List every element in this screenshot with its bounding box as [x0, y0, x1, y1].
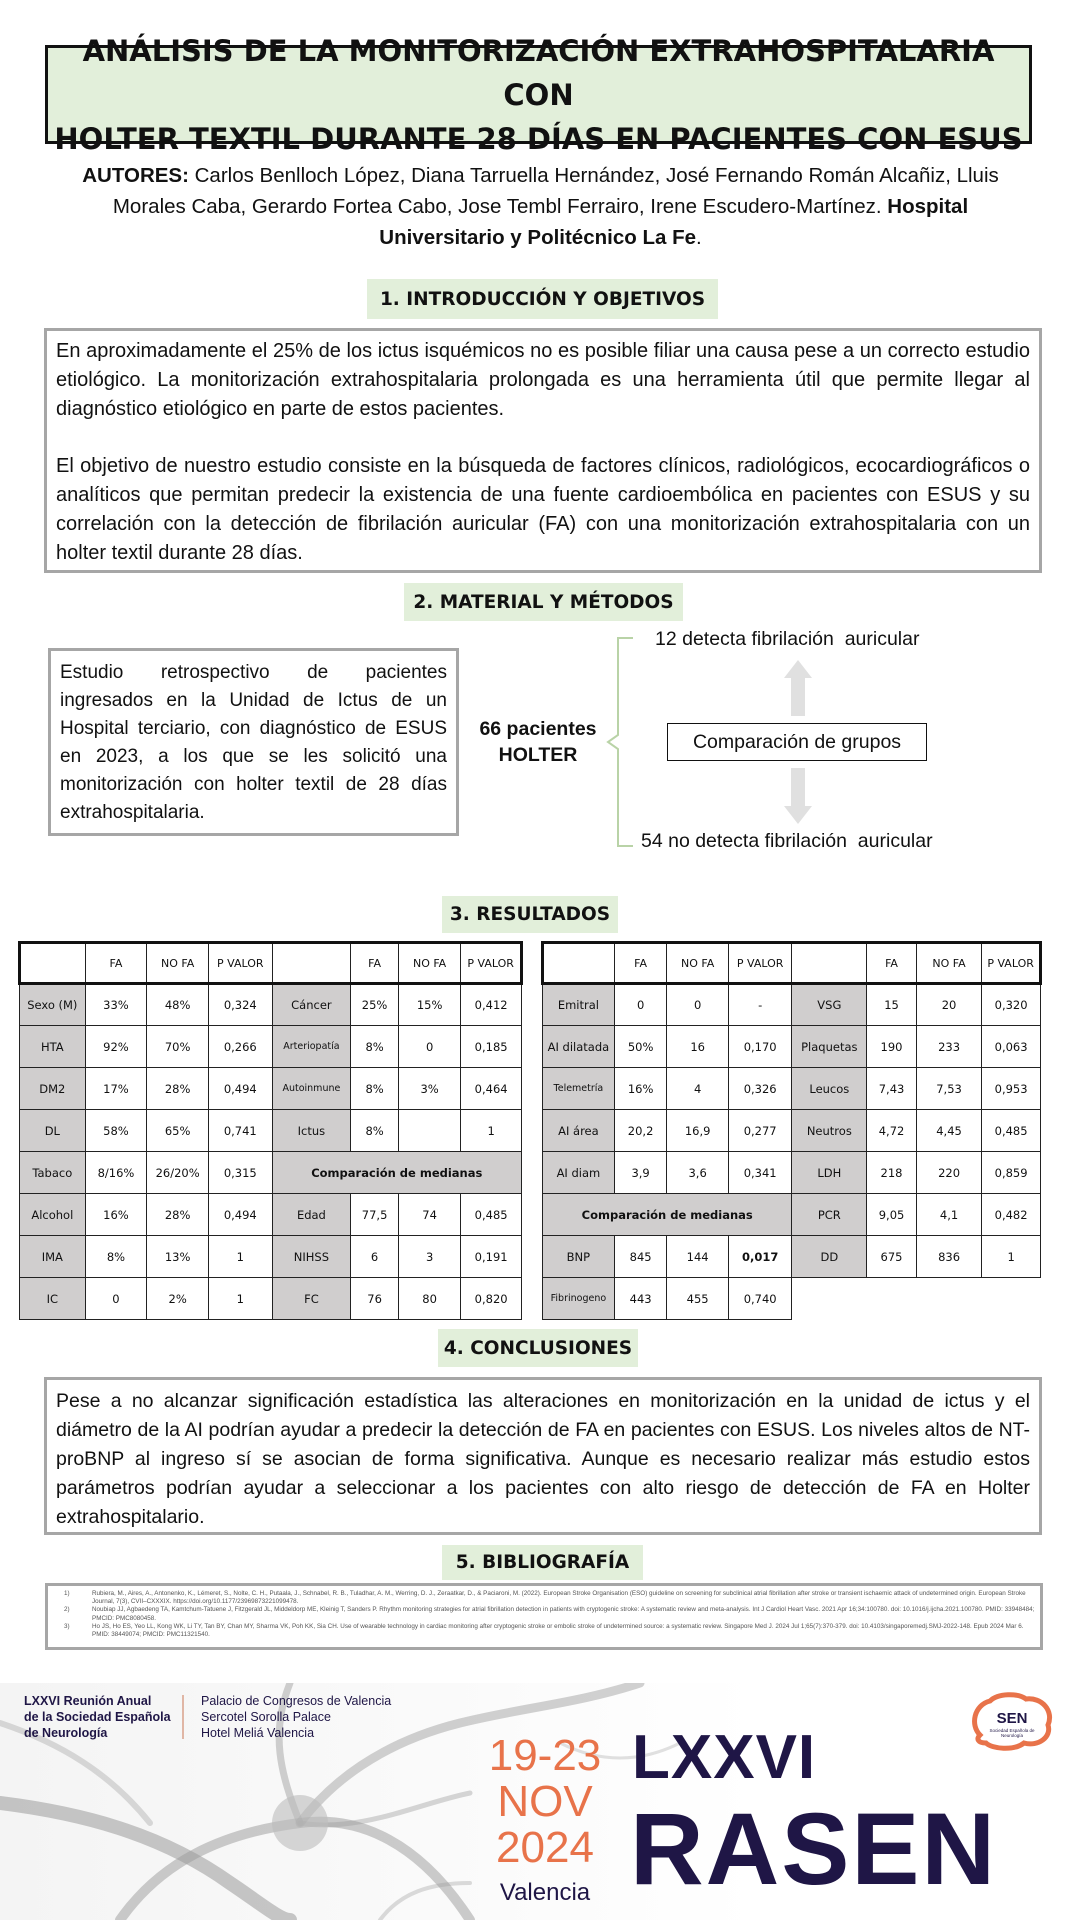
cell: 675 — [867, 1236, 917, 1278]
header-no-fa: NO FA — [147, 943, 209, 984]
cell: 80 — [398, 1278, 460, 1320]
row-label: Leucos — [792, 1068, 867, 1110]
patients-count — [468, 716, 608, 768]
row-label: Ictus — [272, 1110, 351, 1152]
cell: 0,953 — [982, 1068, 1041, 1110]
row-label: Plaquetas — [792, 1026, 867, 1068]
methods-text: Estudio retrospectivo de pacientes ingresados en la Unidad de Ictus de un Hospital terciario, con diagnóstico de ESUS en 2023, a los que se les solicitó una monitorización con holter textil de 28 días extrahospitalaria. — [60, 662, 447, 823]
cell: 8% — [85, 1236, 147, 1278]
row-label: Arteriopatía — [272, 1026, 351, 1068]
cell: 4,72 — [867, 1110, 917, 1152]
cell: 58% — [85, 1110, 147, 1152]
reference-number: 3) — [64, 1622, 70, 1630]
reference-item — [52, 1590, 1036, 1606]
header-fa: FA — [85, 943, 147, 984]
table-row — [543, 1236, 1041, 1278]
table-row — [20, 1236, 522, 1278]
cell: 77,5 — [351, 1194, 399, 1236]
table-row — [20, 984, 522, 1026]
patients-line-2: HOLTER — [498, 744, 578, 766]
cell: 0 — [614, 984, 667, 1026]
header-p-value: P VALOR — [982, 943, 1041, 984]
row-label: Cáncer — [272, 984, 351, 1026]
row-label: DD — [792, 1236, 867, 1278]
cell: 443 — [614, 1278, 667, 1320]
reference-number: 2) — [64, 1606, 70, 1614]
section-intro-heading: 1. INTRODUCCIÓN Y OBJETIVOS — [367, 279, 718, 319]
authors-block — [60, 160, 1021, 253]
header-p-value: P VALOR — [461, 943, 522, 984]
section-bibliography-heading: 5. BIBLIOGRAFÍA — [442, 1545, 643, 1580]
cell: 4 — [667, 1068, 728, 1110]
row-label: Neutros — [792, 1110, 867, 1152]
branch-fa-detected: 12 detecta fibrilación auricular — [655, 628, 920, 650]
conclusions-text: Pese a no alcanzar significación estadística las alteraciones en monitorización en la unidad de ictus y el diámetro de la AI podrían ayudar a predecir la detección de FA en pacientes con ESUS. Los niveles altos de NT-proBNP al ingreso sí se asocian de forma significativa. Aunque es necesario realizar más estudio estos parámetros podrían ayudar a seleccionar a los pacientes con alto riesgo de detección de FA en Holter extrahospitalario. — [56, 1390, 1030, 1528]
cell: 28% — [147, 1068, 209, 1110]
cell: 8% — [351, 1068, 399, 1110]
edition-number: LXXVI — [632, 1723, 817, 1792]
reference-text: Noubiap JJ, Agbaedeng TA, Kamtchum-Tatuene J, Fitzgerald JL, Middeldorp ME, Kleinig T, Sanders P. Rhythm monitoring strategies for atrial fibrillation detection in patients with cryptogenic stroke: A systematic review and meta-analysis. Int J Cardiol Heart Vasc. 2021 Apr 16;34:100780. doi: 10.1016/j.ijcha.2021.100780. PMID: 33948484; PMCID: PMC8080458. — [92, 1606, 1035, 1622]
table-row — [20, 1278, 522, 1320]
row-label: BNP — [543, 1236, 615, 1278]
reference-item — [52, 1623, 1036, 1639]
comparison-box: Comparación de grupos — [667, 723, 927, 761]
row-label: Tabaco — [20, 1152, 86, 1194]
rasen-brand: RASEN — [630, 1792, 998, 1906]
venue-line: Sercotel Sorolla Palace — [201, 1710, 331, 1724]
cell: 3,6 — [667, 1152, 728, 1194]
cell: 0,170 — [728, 1026, 792, 1068]
table-row — [20, 1068, 522, 1110]
section-conclusions-heading: 4. CONCLUSIONES — [438, 1329, 638, 1367]
reference-text: Rubiera, M., Aires, A., Antonenko, K., Lémeret, S., Nolte, C. H., Putaala, J., Schnabel, R. B., Tuladhar, A. M., Werring, D. J., Zeraatkar, D., & Paciaroni, M. (2022). European Stroke Organisation (ESO) guideline on screening for subclinical atrial fibrillation after stroke or transient ischaemic attack of undetermined origin. European Stroke Journal, 7(3), CVII–CXXXIX. https://doi.org/10.1177/23969873221099478. — [92, 1590, 1026, 1606]
cell: 26/20% — [147, 1152, 209, 1194]
table-row — [20, 1110, 522, 1152]
cell: 3% — [398, 1068, 460, 1110]
header-blank — [792, 943, 867, 984]
row-label: Telemetría — [543, 1068, 615, 1110]
row-label: HTA — [20, 1026, 86, 1068]
logo-subtitle: Sociedad Española de Neurología — [989, 1728, 1035, 1738]
cell: 16% — [85, 1194, 147, 1236]
meeting-line: LXXVI Reunión Anual — [24, 1694, 152, 1708]
cell: 4,1 — [916, 1194, 981, 1236]
cell: 17% — [85, 1068, 147, 1110]
row-label: Sexo (M) — [20, 984, 86, 1026]
cell: 0 — [398, 1026, 460, 1068]
row-label: VSG — [792, 984, 867, 1026]
empty-cell — [792, 1278, 1041, 1320]
arrow-up-icon — [784, 660, 812, 716]
cell: 0,315 — [209, 1152, 273, 1194]
cell: 16% — [614, 1068, 667, 1110]
cell: 0,482 — [982, 1194, 1041, 1236]
medians-heading: Comparación de medianas — [272, 1152, 521, 1194]
cell: 0,485 — [461, 1194, 522, 1236]
row-label: Emitral — [543, 984, 615, 1026]
results-table-left — [18, 941, 523, 1320]
cell: 3 — [398, 1236, 460, 1278]
poster-title — [45, 33, 1032, 156]
row-label: NIHSS — [272, 1236, 351, 1278]
row-label: Fibrinogeno — [543, 1278, 615, 1320]
cell: 2% — [147, 1278, 209, 1320]
cell: 1 — [209, 1236, 273, 1278]
header-blank — [272, 943, 351, 984]
reference-number: 1) — [64, 1590, 70, 1597]
authors-names: Carlos Benlloch López, Diana Tarruella Hernández, José Fernando Román Alcañiz, Lluis Morales Caba, Gerardo Fortea Cabo, Jose Tembl Ferrairo, Irene Escudero-Martínez. — [112, 164, 999, 218]
cell: 25% — [351, 984, 399, 1026]
cell: 0 — [85, 1278, 147, 1320]
section-results-heading: 3. RESULTADOS — [442, 896, 618, 933]
cell: 0,324 — [209, 984, 273, 1026]
row-label: DL — [20, 1110, 86, 1152]
cell: 0,464 — [461, 1068, 522, 1110]
cell: 8% — [351, 1026, 399, 1068]
cell: 16 — [667, 1026, 728, 1068]
row-label: IC — [20, 1278, 86, 1320]
table-row — [543, 984, 1041, 1026]
table-row — [20, 1194, 522, 1236]
cell — [398, 1110, 460, 1152]
row-label: AI área — [543, 1110, 615, 1152]
cell: 4,45 — [916, 1110, 981, 1152]
row-label: AI diam — [543, 1152, 615, 1194]
table-row — [20, 1152, 522, 1194]
cell: 70% — [147, 1026, 209, 1068]
row-label: DM2 — [20, 1068, 86, 1110]
header-p-value: P VALOR — [209, 943, 273, 984]
header-fa: FA — [351, 943, 399, 984]
cell: 0,191 — [461, 1236, 522, 1278]
cell: 0,412 — [461, 984, 522, 1026]
arrow-down-icon — [784, 768, 812, 824]
branch-no-fa: 54 no detecta fibrilación auricular — [641, 830, 933, 852]
row-label: Autoinmune — [272, 1068, 351, 1110]
cell: 74 — [398, 1194, 460, 1236]
row-label: AI dilatada — [543, 1026, 615, 1068]
cell: 455 — [667, 1278, 728, 1320]
row-label: FC — [272, 1278, 351, 1320]
event-dates — [480, 1733, 610, 1871]
cell: 0,320 — [982, 984, 1041, 1026]
intro-box — [44, 328, 1042, 573]
table-row — [543, 1194, 1041, 1236]
cell: 65% — [147, 1110, 209, 1152]
cell: 8% — [351, 1110, 399, 1152]
cell: 836 — [916, 1236, 981, 1278]
cell: 0,494 — [209, 1068, 273, 1110]
year: 2024 — [496, 1823, 594, 1872]
results-table-right — [541, 941, 1042, 1320]
row-label: PCR — [792, 1194, 867, 1236]
header-p-value: P VALOR — [728, 943, 792, 984]
cell: 48% — [147, 984, 209, 1026]
logo-text: SEN — [996, 1710, 1028, 1727]
patients-line-1: 66 pacientes — [479, 718, 597, 740]
event-city: Valencia — [499, 1879, 591, 1906]
cell: 0,341 — [728, 1152, 792, 1194]
row-label: LDH — [792, 1152, 867, 1194]
venue-line: Hotel Meliá Valencia — [201, 1726, 315, 1740]
header-blank — [543, 943, 615, 984]
reference-item — [52, 1606, 1036, 1622]
cell: 233 — [916, 1026, 981, 1068]
cell: 144 — [667, 1236, 728, 1278]
cell: 13% — [147, 1236, 209, 1278]
row-label: IMA — [20, 1236, 86, 1278]
table-row — [543, 1026, 1041, 1068]
cell: 190 — [867, 1026, 917, 1068]
cell: 0,820 — [461, 1278, 522, 1320]
reference-text: Ho JS, Ho ES, Yeo LL, Kong WK, Li TY, Tan BY, Chan MY, Sharma VK, Poh KK, Sia CH. Use of wearable technology in cardiac monitoring after cryptogenic stroke or embolic stroke of undetermined source: a systematic review. Singapore Med J. 2024 Jul 1;65(7):370-379. doi: 10.4103/singaporemedj.SMJ-2022-148. Epub 2024 Mar 6. PMID: 38449074; PMCID: PMC11321540. — [92, 1622, 1024, 1639]
title-line-2: HOLTER TEXTIL DURANTE 28 DÍAS EN PACIENTES CON ESUS — [54, 121, 1023, 156]
cell: 0,740 — [728, 1278, 792, 1320]
header-fa: FA — [614, 943, 667, 984]
header-fa: FA — [867, 943, 917, 984]
header-no-fa: NO FA — [916, 943, 981, 984]
table-row — [543, 1278, 1041, 1320]
intro-paragraph-2: El objetivo de nuestro estudio consiste en la búsqueda de factores clínicos, radiológicos, ecocardiográficos o analíticos que permitan predecir la existencia de una fuente cardioembólica en pacientes con ESUS y su correlación con la detección de fibrilación auricular (FA) con una monitorización extrahospitalaria con un holter textil durante 28 días. — [56, 455, 1030, 564]
cell: 0 — [667, 984, 728, 1026]
row-label: Alcohol — [20, 1194, 86, 1236]
cell: 7,53 — [916, 1068, 981, 1110]
cell: 28% — [147, 1194, 209, 1236]
cell: 0,485 — [982, 1110, 1041, 1152]
cell: 15 — [867, 984, 917, 1026]
cell: 16,9 — [667, 1110, 728, 1152]
authors-end: . — [696, 226, 702, 249]
cell: 9,05 — [867, 1194, 917, 1236]
neuron-body — [272, 1795, 328, 1851]
institution: Hospital Universitario y Politécnico La Fe — [379, 195, 969, 249]
cell: 15% — [398, 984, 460, 1026]
cell: 220 — [916, 1152, 981, 1194]
cell: 76 — [351, 1278, 399, 1320]
table-header — [20, 943, 522, 984]
conclusions-box — [44, 1377, 1042, 1535]
methods-box — [48, 648, 459, 836]
section-methods-heading: 2. MATERIAL Y MÉTODOS — [404, 583, 683, 621]
venue-list — [201, 1693, 391, 1741]
table-row — [20, 1026, 522, 1068]
cell: 0,326 — [728, 1068, 792, 1110]
intro-paragraph-1: En aproximadamente el 25% de los ictus isquémicos no es posible filiar una causa pese a un correcto estudio etiológico. La monitorización extrahospitalaria prolongada es una herramienta útil que permite llegar al diagnóstico etiológico en parte de estos pacientes. — [56, 340, 1030, 420]
header-no-fa: NO FA — [667, 943, 728, 984]
congress-banner — [0, 1683, 1081, 1920]
bibliography-box — [45, 1583, 1043, 1650]
significant-p-value: 0,017 — [728, 1236, 792, 1278]
meeting-line: de la Sociedad Española — [24, 1710, 171, 1724]
cell: 8/16% — [85, 1152, 147, 1194]
grouping-brace — [608, 638, 633, 846]
venue-line: Palacio de Congresos de Valencia — [201, 1694, 392, 1708]
table-row — [543, 1068, 1041, 1110]
header-no-fa: NO FA — [398, 943, 460, 984]
cell: 20 — [916, 984, 981, 1026]
cell: 50% — [614, 1026, 667, 1068]
cell: 0,266 — [209, 1026, 273, 1068]
cell: 0,185 — [461, 1026, 522, 1068]
cell: 0,859 — [982, 1152, 1041, 1194]
authors-label: AUTORES: — [82, 164, 189, 187]
cell: 7,43 — [867, 1068, 917, 1110]
month: NOV — [497, 1777, 593, 1826]
table-header — [543, 943, 1041, 984]
cell: 218 — [867, 1152, 917, 1194]
cell: 1 — [209, 1278, 273, 1320]
row-label: Edad — [272, 1194, 351, 1236]
meeting-line: de Neurología — [24, 1726, 108, 1740]
table-row — [543, 1152, 1041, 1194]
meeting-name — [24, 1693, 171, 1741]
cell: - — [728, 984, 792, 1026]
cell: 0,494 — [209, 1194, 273, 1236]
cell: 33% — [85, 984, 147, 1026]
cell: 6 — [351, 1236, 399, 1278]
cell: 845 — [614, 1236, 667, 1278]
title-line-1: ANÁLISIS DE LA MONITORIZACIÓN EXTRAHOSPITALARIA CON — [82, 33, 995, 112]
cell: 3,9 — [614, 1152, 667, 1194]
sen-logo — [968, 1691, 1056, 1753]
cell: 0,277 — [728, 1110, 792, 1152]
medians-heading: Comparación de medianas — [543, 1194, 792, 1236]
cell: 1 — [461, 1110, 522, 1152]
cell: 0,741 — [209, 1110, 273, 1152]
cell: 92% — [85, 1026, 147, 1068]
cell: 0,063 — [982, 1026, 1041, 1068]
header-blank — [20, 943, 86, 984]
date-range: 19-23 — [488, 1731, 602, 1780]
table-row — [543, 1110, 1041, 1152]
cell: 20,2 — [614, 1110, 667, 1152]
cell: 1 — [982, 1236, 1041, 1278]
